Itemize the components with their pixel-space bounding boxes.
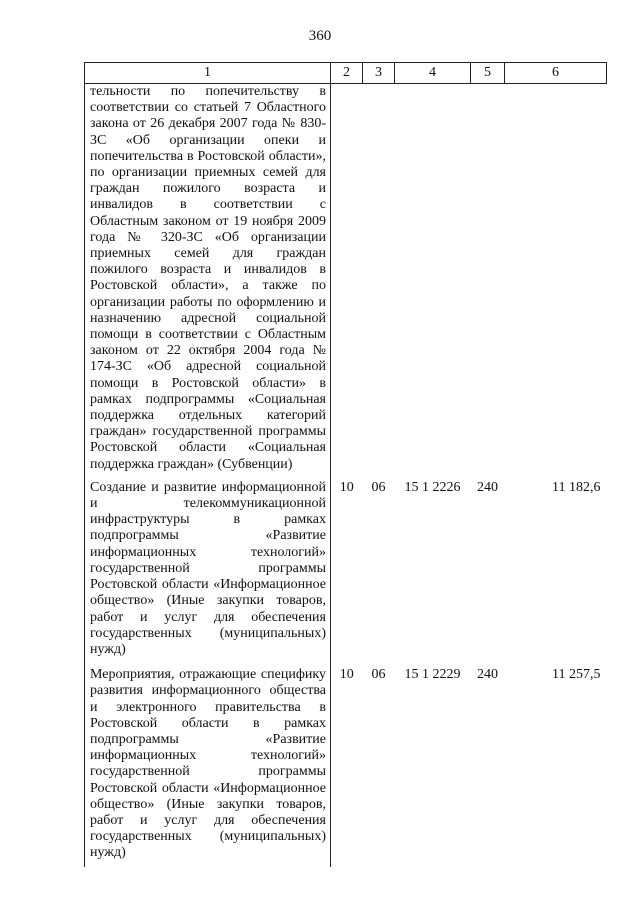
continued-description: тельности по попечительству в соответствии со статьей 7 Областного закона от 26 декабря 2007 года № 830-ЗС «Об организации опеки и попечительства в Ростовской области», по организации приемных семей для граждан пожилого возраста и инвалидов в соответствии с Областным законом от 19 ноября 2009 года № 320-ЗС «Об организации приемных семей для граждан пожилого возраста и инвалидов в Ростовской области», а также по организации работы по оформлению и назначению адресной социальной помощи в соответствии с Областным законом от 22 октября 2004 года № 174-ЗС «Об адресной социальной помощи в Ростовской области» в рамках подпрограммы «Социальная поддержка отдельных категорий граждан» государственной программы Ростовской области «Социальная поддержка граждан» (Субвенции)	[85, 84, 331, 476]
target-article-code: 15 1 2226	[404, 479, 461, 495]
empty-cell	[331, 84, 363, 476]
empty-cell	[505, 84, 607, 476]
column-header-5: 5	[471, 63, 505, 84]
amount: 11 182,6	[552, 479, 601, 495]
column-header-1: 1	[85, 63, 331, 84]
column-header-4: 4	[395, 63, 471, 84]
column-header-3: 3	[363, 63, 395, 84]
subsection-code: 06	[371, 479, 386, 495]
expense-type-code: 240	[477, 479, 498, 495]
expense-type-code: 240	[477, 667, 498, 683]
page-number: 360	[308, 28, 332, 44]
section-code: 10	[339, 667, 354, 683]
subsection-code: 06	[371, 667, 386, 683]
table-header	[85, 63, 607, 84]
amount: 11 257,5	[552, 667, 601, 683]
table-row	[85, 663, 607, 866]
table-row	[85, 476, 607, 663]
column-header-6: 6	[505, 63, 607, 84]
row-description: Мероприятия, отражающие специфику развития информационного общества и электронного правительства в Ростовской области в рамках подпрограммы «Развитие информационных технологий» государственной программы Ростовской области «Информационное общество» (Иные закупки товаров, работ и услуг для обеспечения государственных (муниципальных) нужд)	[85, 663, 331, 866]
empty-cell	[471, 84, 505, 476]
column-header-2: 2	[331, 63, 363, 84]
target-article-code: 15 1 2229	[404, 667, 461, 683]
table-body	[85, 84, 607, 867]
empty-cell	[363, 84, 395, 476]
header-row	[85, 63, 607, 84]
budget-table	[84, 62, 607, 867]
table-row-continued	[85, 84, 607, 476]
row-description: Создание и развитие информационной и телекоммуникационной инфраструктуры в рамках подпрограммы «Развитие информационных технологий» государственной программы Ростовской области «Информационное общество» (Иные закупки товаров, работ и услуг для обеспечения государственных (муниципальных) нужд)	[85, 476, 331, 663]
section-code: 10	[339, 479, 354, 495]
empty-cell	[395, 84, 471, 476]
